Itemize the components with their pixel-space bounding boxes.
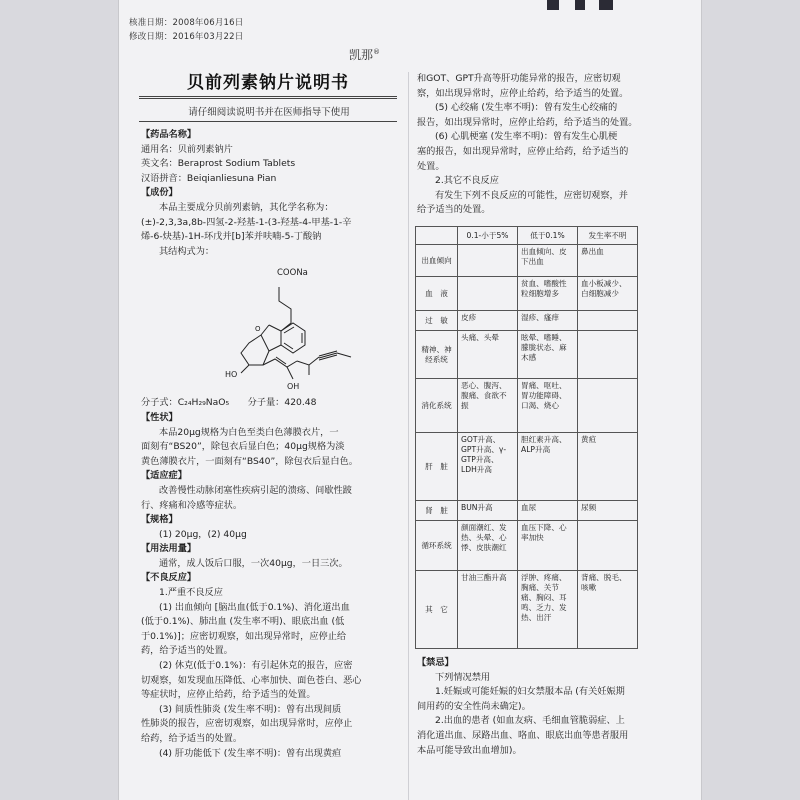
table-cell (578, 521, 638, 571)
text-line: 1.妊娠或可能妊娠的妇女禁服本品 (有关妊娠期 (435, 686, 625, 698)
text-line: 2.出血的患者 (如血友病、毛细血管脆弱症、上 (435, 715, 625, 727)
text-line: 消化道出血、尿路出血、咯血、眼底出血等患者服用 (417, 729, 629, 741)
table-cell: 胆红素升高、ALP升高 (518, 433, 578, 501)
text-line: (±)-2,3,3a,8b-四氢-2-羟基-1-(3-羟基-4-甲基-1-辛 (141, 216, 352, 228)
text-line: 于0.1%)]；应密切观察，如出现异常时，应停止给 (141, 630, 347, 642)
notice-rule (139, 121, 397, 122)
column-divider (408, 72, 409, 800)
text-line: 通用名：贝前列素钠片 (141, 143, 233, 155)
contraindication-text (417, 671, 679, 759)
text-line: 等症状时，应停止给药，给予适当的处置。 (141, 689, 316, 701)
table-cell: BUN升高 (458, 501, 518, 521)
registered-mark: ® (373, 48, 381, 56)
text-line: 下列情况禁用 (435, 671, 491, 683)
table-cell (458, 277, 518, 311)
table-cell: GOT升高、GPT升高、γ-GTP升高、LDH升高 (458, 433, 518, 501)
leaflet-page (118, 0, 702, 800)
hydroxyl-label-2: OH (287, 382, 300, 392)
text-line: 报告，如出现异常时，应停止给药，给予适当的处置。 (417, 116, 638, 128)
text-line: (3) 间质性肺炎 (发生率不明)：曾有出现间质 (159, 703, 342, 715)
text-line: 烯-6-炔基)-1H-环戊并[b]苯并呋喃-5-丁酸钠 (141, 231, 322, 243)
table-cell (458, 245, 518, 277)
left-text-block (141, 128, 399, 259)
right-text-block (417, 72, 679, 218)
table-cell: 恶心、腹泻、腹痛、食欲不振 (458, 379, 518, 433)
table-cell: 黄疸 (578, 433, 638, 501)
contraindication-heading: 【禁忌】 (417, 657, 454, 668)
section-heading: 【适应症】 (141, 470, 187, 482)
text-line: 处置。 (417, 160, 445, 172)
table-row (416, 331, 638, 379)
right-column (417, 72, 679, 218)
section-heading: 【性状】 (141, 411, 178, 423)
revision-date: 修改日期：2016年03月22日 (129, 32, 244, 42)
table-row (416, 521, 638, 571)
text-line: (5) 心绞痛 (发生率不明)：曾有发生心绞痛的 (435, 102, 618, 114)
table-cell (578, 379, 638, 433)
table-row (416, 277, 638, 311)
section-heading: 【规格】 (141, 514, 178, 526)
table-row (416, 433, 638, 501)
title-rule (139, 98, 397, 99)
text-line: 切观察，如发现血压降低、心率加快、面色苍白、恶心 (141, 674, 362, 686)
body-system-cell: 肾 脏 (416, 501, 458, 521)
table-cell: 血尿 (518, 501, 578, 521)
text-line: 本品可能导致出血增加)。 (417, 744, 522, 756)
table-header-row (416, 227, 638, 245)
body-system-cell: 其 它 (416, 571, 458, 649)
text-line: 2.其它不良反应 (435, 175, 499, 187)
section-heading: 【用法用量】 (141, 543, 197, 555)
text-line: 本品20μg规格为白色至类白色薄膜衣片，一 (159, 426, 339, 438)
title-rule (139, 96, 397, 97)
table-cell: 血小板减少、白细胞减少 (578, 277, 638, 311)
text-line: 本品主要成分贝前列素钠，其化学名称为： (159, 201, 334, 213)
table-row (416, 311, 638, 331)
text-line: 通常，成人饭后口服，一次40μg，一日三次。 (159, 557, 348, 569)
table-header-cell: 低于0.1% (518, 227, 578, 245)
text-line: 英文名：Beraprost Sodium Tablets (141, 158, 296, 170)
table-cell: 胃痛、呕吐、胃功能障碍、口渴、烧心 (518, 379, 578, 433)
text-line: 其结构式为： (159, 245, 215, 257)
document-title: 贝前列素钠片说明书 (187, 73, 349, 93)
contraindication-section (417, 656, 679, 758)
body-system-cell: 血 液 (416, 277, 458, 311)
table-header-cell (416, 227, 458, 245)
table-cell: 尿频 (578, 501, 638, 521)
body-system-cell: 消化系统 (416, 379, 458, 433)
table-cell: 头痛、头晕 (458, 331, 518, 379)
text-line: (2) 休克(低于0.1%)：有引起休克的报告，应密 (159, 660, 353, 672)
table-row (416, 379, 638, 433)
table-cell: 鼻出血 (578, 245, 638, 277)
table-header-cell: 发生率不明 (578, 227, 638, 245)
ring-oxygen-label: O (255, 325, 261, 334)
body-system-cell: 循环系统 (416, 521, 458, 571)
text-line: 给药，给予适当的处置。 (141, 733, 243, 744)
text-line: 改善慢性动脉闭塞性疾病引起的溃疡、间歇性跛 (159, 484, 352, 496)
text-line: 分子式：C₂₄H₂₉NaO₅ 分子量：420.48 (141, 397, 317, 409)
section-heading: 【药品名称】 (141, 129, 197, 140)
text-line: 行、疼痛和冷感等症状。 (141, 499, 243, 511)
section-heading: 【不良反应】 (141, 572, 197, 584)
body-system-cell: 精神、神经系统 (416, 331, 458, 379)
table-cell (578, 331, 638, 379)
text-line: (低于0.1%)、肺出血 (发生率不明)、眼底出血 (低 (141, 616, 345, 628)
body-system-cell: 肝 脏 (416, 433, 458, 501)
text-line: 给予适当的处置。 (417, 204, 491, 216)
top-dark-stripe (547, 0, 559, 10)
text-line: (4) 肝功能低下 (发生率不明)：曾有出现黄疸 (159, 747, 342, 759)
table-row (416, 245, 638, 277)
text-line: 和GOT、GPT升高等肝功能异常的报告，应密切观 (417, 73, 621, 84)
text-line: 药，给予适当的处置。 (141, 645, 233, 657)
section-heading: 【成份】 (141, 187, 178, 199)
text-line: (1) 20μg，(2) 40μg (159, 528, 247, 540)
table-cell: 眩晕、嗜睡、朦胧状态、麻木感 (518, 331, 578, 379)
left-column (141, 128, 399, 761)
table-row (416, 571, 638, 649)
usage-notice: 请仔细阅读说明书并在医师指导下使用 (188, 107, 350, 118)
text-line: (6) 心肌梗塞 (发生率不明)：曾有发生心肌梗 (435, 131, 618, 143)
table-cell: 背痛、脱毛、咳嗽 (578, 571, 638, 649)
table-cell: 皮疹 (458, 311, 518, 331)
brand-text: 凯那 (349, 48, 374, 62)
table-cell: 甘油三酯升高 (458, 571, 518, 649)
coona-label: COONa (277, 268, 308, 279)
text-line: 察，如出现异常时，应停止给药，给予适当的处置。 (417, 87, 629, 99)
approval-date: 核准日期：2008年06月16日 (129, 18, 244, 28)
top-dark-stripe (599, 0, 613, 10)
table-cell: 贫血、嗜酸性粒细胞增多 (518, 277, 578, 311)
hydroxyl-label-1: HO (225, 370, 238, 380)
top-dark-stripe (575, 0, 585, 10)
text-line: (1) 出血倾向 [脑出血(低于0.1%)、消化道出血 (159, 601, 350, 613)
text-line: 黄色薄膜衣片，一面刻有“BS40”，除包衣后显白色。 (141, 455, 358, 467)
left-text-block (141, 396, 399, 761)
text-line: 1.严重不良反应 (159, 587, 223, 599)
table-header-cell: 0.1-小于5% (458, 227, 518, 245)
text-line: 间用药的安全性尚未确定)。 (417, 700, 531, 712)
text-line: 有发生下列不良反应的可能性，应密切观察，并 (435, 189, 628, 201)
table-cell: 出血倾向、皮下出血 (518, 245, 578, 277)
table-cell: 湿疹、瘙痒 (518, 311, 578, 331)
body-system-cell: 出血倾向 (416, 245, 458, 277)
table-cell: 浮肿、疼痛、胸痛、关节痛、胸闷、耳鸣、乏力、发热、出汗 (518, 571, 578, 649)
brand-name (349, 46, 380, 63)
table-cell: 颜面潮红、发热、头晕、心悸、皮肤潮红 (458, 521, 518, 571)
table-cell: 血压下降、心率加快 (518, 521, 578, 571)
body-system-cell: 过 敏 (416, 311, 458, 331)
table-cell (578, 311, 638, 331)
table-row (416, 501, 638, 521)
structural-formula (141, 261, 399, 394)
text-line: 性肺炎的报告，应密切观察，如出现异常时，应停止 (141, 718, 353, 730)
adverse-reaction-table (415, 226, 638, 649)
text-line: 塞的报告，如出现异常时，应停止给药，给予适当的 (417, 145, 629, 157)
text-line: 面刻有“BS20”，除包衣后显白色；40μg规格为淡 (141, 441, 345, 453)
text-line: 汉语拼音：Beiqianliesuna Pian (141, 172, 277, 184)
structural-formula-drawing (141, 261, 399, 394)
